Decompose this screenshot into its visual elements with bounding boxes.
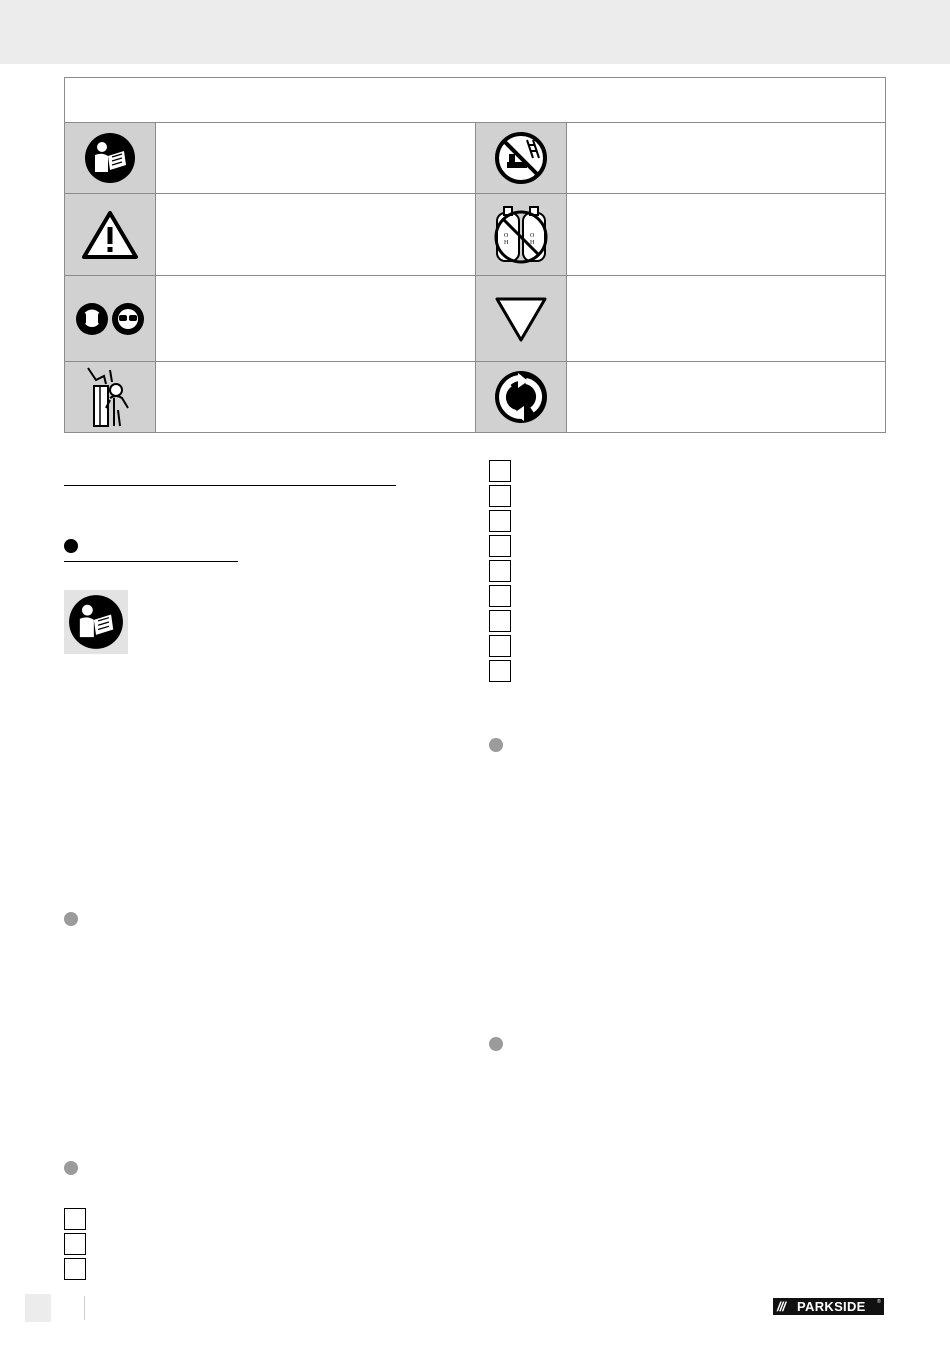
read-manual-icon <box>68 594 124 650</box>
read-manual-box <box>64 590 128 654</box>
checkbox-item <box>64 1233 86 1255</box>
checkbox-item <box>489 510 511 532</box>
green-dot-recycling-icon <box>494 370 548 424</box>
pictogram-row <box>65 194 885 276</box>
checkbox-item <box>489 635 511 657</box>
ear-eye-protection-icon <box>75 302 145 336</box>
keep-children-away-icon <box>84 366 136 428</box>
page-number-tab <box>25 1294 51 1322</box>
pictogram-description <box>566 123 885 193</box>
warning-triangle-icon <box>82 210 138 260</box>
svg-text:O: O <box>504 232 509 239</box>
subsection-bullet <box>64 912 78 926</box>
svg-text:O: O <box>530 232 535 239</box>
pictogram-description <box>156 194 474 275</box>
pictogram-description <box>566 194 885 275</box>
pictogram-table-header <box>65 78 885 123</box>
no-oxygen-hydrogen-gas-icon <box>491 203 551 267</box>
checkbox-item <box>489 610 511 632</box>
pictogram-description <box>566 276 885 361</box>
pictogram-cell <box>65 362 156 432</box>
header-band <box>0 0 950 64</box>
subsection-bullet <box>489 738 503 752</box>
subsection-bullet <box>489 1037 503 1051</box>
svg-text:H: H <box>530 239 535 246</box>
read-manual-icon <box>84 132 136 184</box>
pictogram-description <box>156 362 474 432</box>
logo-registered-mark: ® <box>877 1299 881 1305</box>
pictogram-description <box>156 276 474 361</box>
pictogram-cell <box>65 123 156 193</box>
pictogram-description <box>566 362 885 432</box>
checkbox-item <box>489 585 511 607</box>
checkbox-item <box>489 535 511 557</box>
footer-divider <box>84 1296 85 1320</box>
logo-slashes: /// <box>777 1299 785 1314</box>
no-ladder-scaffold-icon <box>493 130 549 186</box>
pictogram-cell <box>475 123 567 193</box>
parkside-logo <box>773 1298 884 1315</box>
inverted-triangle-icon <box>494 295 548 343</box>
pictogram-table <box>64 77 886 433</box>
pictogram-cell <box>65 276 156 361</box>
pictogram-row <box>65 276 885 362</box>
checkbox-item <box>64 1258 86 1280</box>
pictogram-cell <box>475 362 567 432</box>
pictogram-cell <box>475 194 567 275</box>
svg-text:H: H <box>504 239 509 246</box>
pictogram-description <box>156 123 474 193</box>
checkbox-item <box>64 1208 86 1230</box>
subsection-bullet <box>64 1161 78 1175</box>
section-bullet <box>64 539 78 553</box>
checkbox-item <box>489 560 511 582</box>
checkbox-item <box>489 460 511 482</box>
checkbox-item <box>489 485 511 507</box>
pictogram-cell <box>65 194 156 275</box>
pictogram-row <box>65 123 885 194</box>
checkbox-item <box>489 660 511 682</box>
pictogram-cell <box>475 276 567 361</box>
logo-text: PARKSIDE <box>797 1299 866 1314</box>
pictogram-row <box>65 362 885 432</box>
section-title-rule <box>64 485 396 486</box>
subsection-title-rule <box>64 561 238 562</box>
